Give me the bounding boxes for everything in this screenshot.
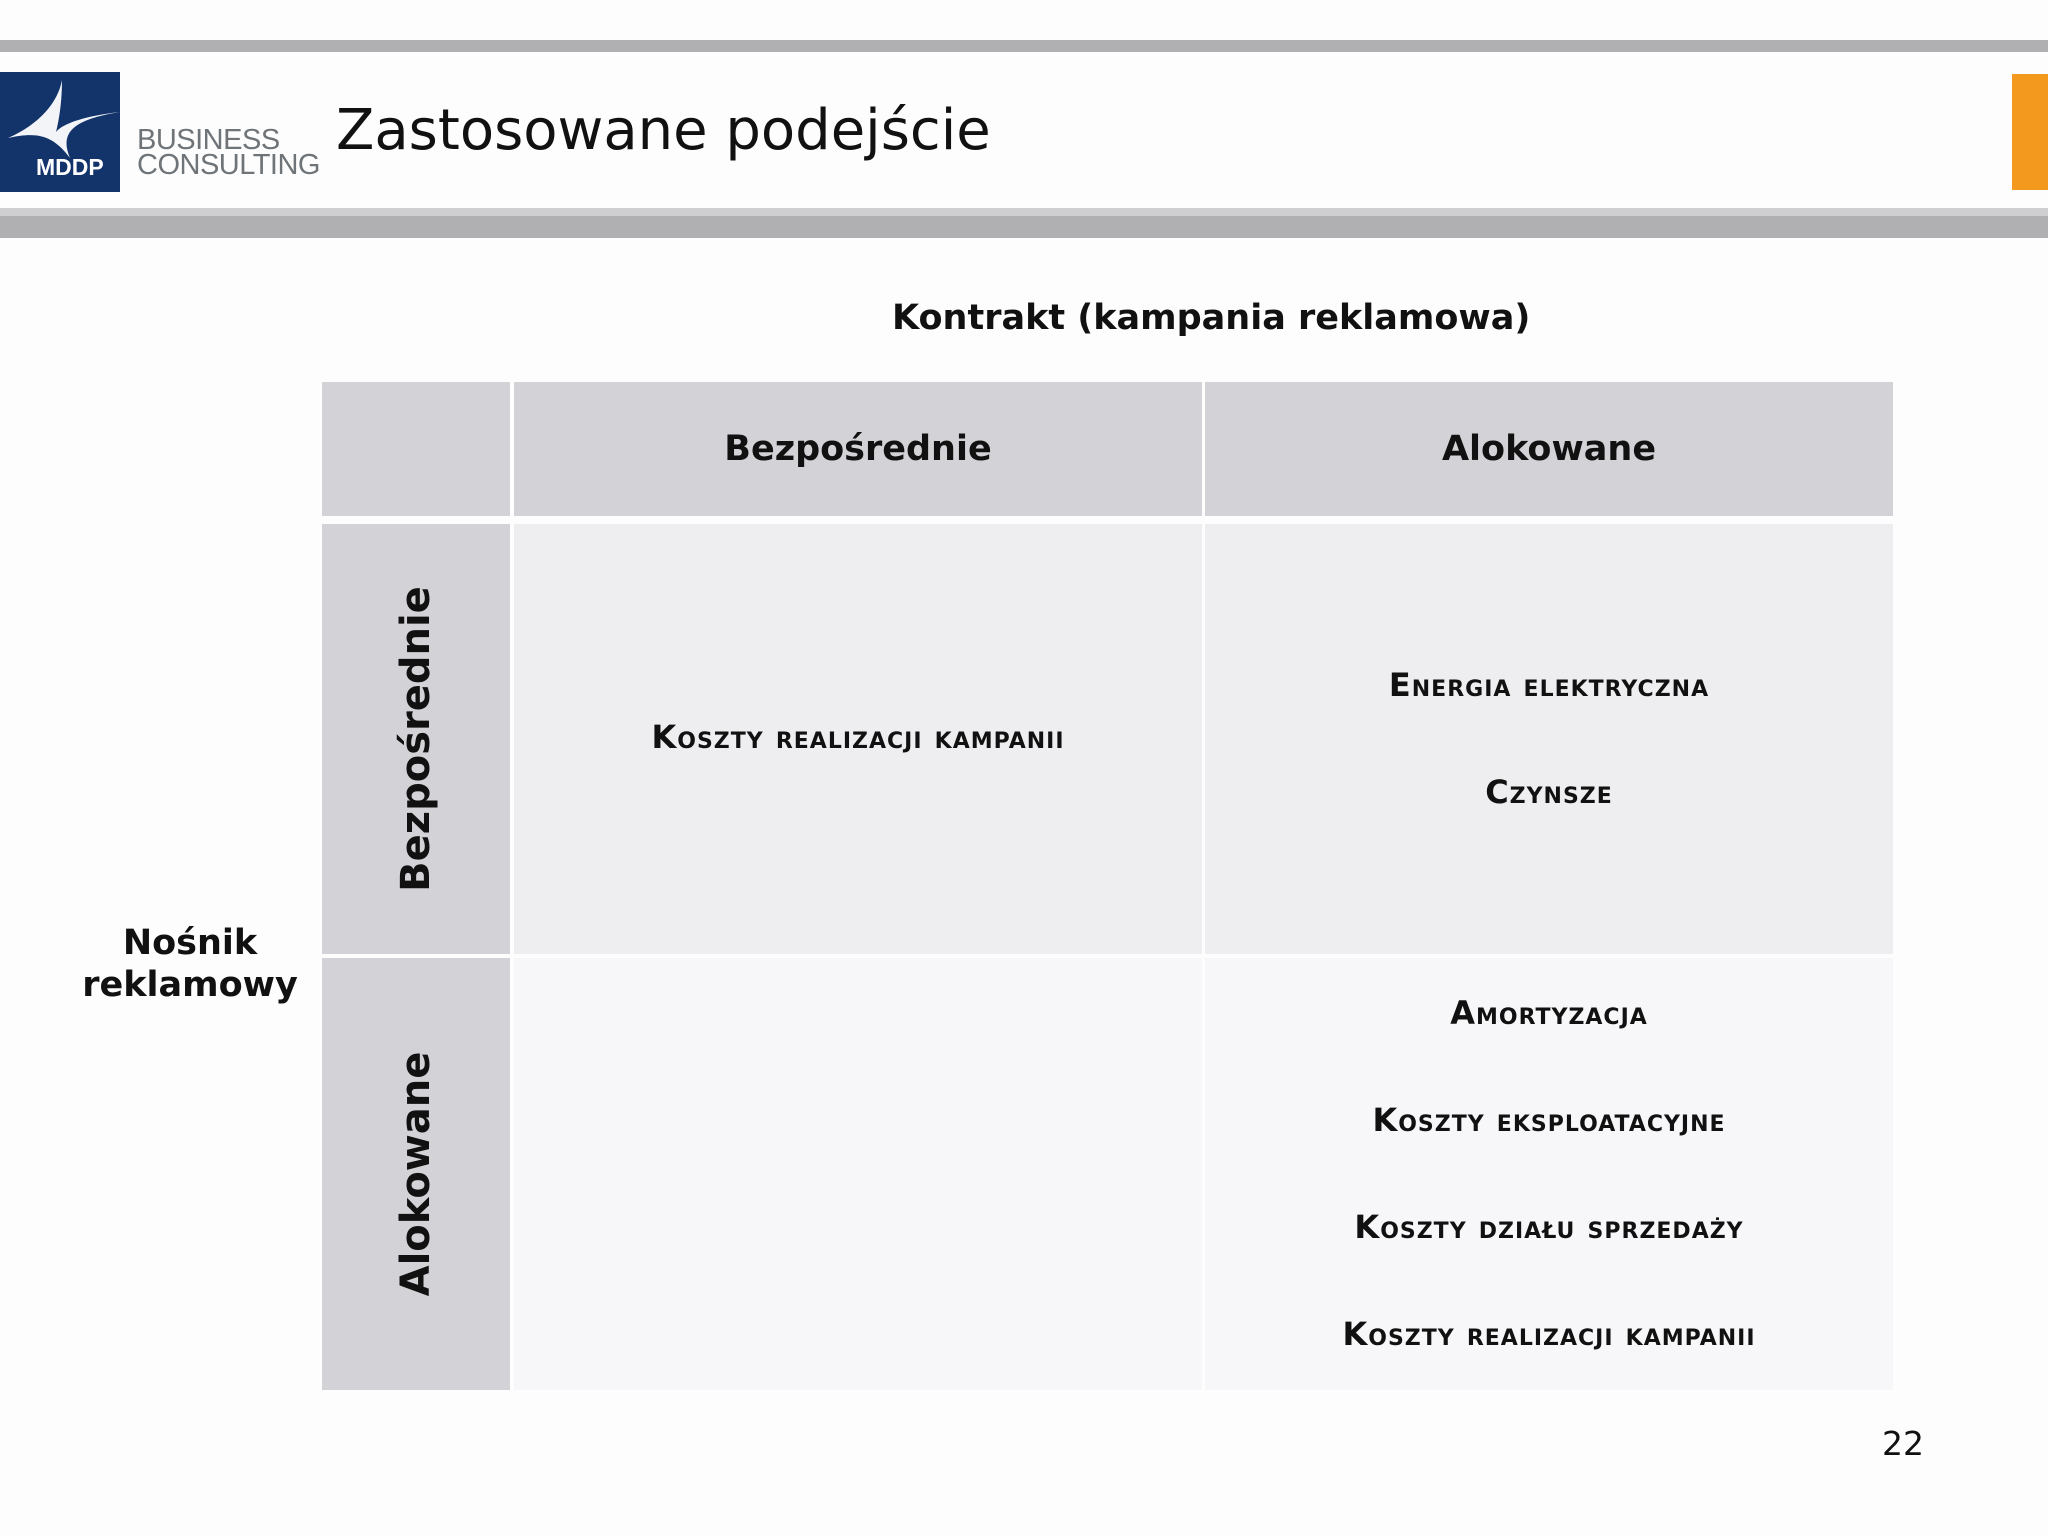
top-divider-bar — [0, 40, 2048, 52]
page-title: Zastosowane podejście — [336, 98, 991, 163]
logo-business: BUSINESS — [137, 124, 280, 156]
row-header-direct — [322, 524, 510, 954]
cell-item: Energia elektryczna — [1388, 666, 1710, 704]
column-header-allocated: Alokowane — [1205, 382, 1893, 516]
cell-allocated-direct — [514, 958, 1202, 1390]
matrix-corner-cell — [322, 382, 510, 516]
cell-item: Amortyzacja — [1450, 994, 1648, 1032]
cell-item: Koszty eksploatacyjne — [1372, 1101, 1726, 1139]
column-axis-label: Kontrakt (kampania reklamowa) — [892, 298, 1531, 338]
orange-accent-tab — [2012, 74, 2048, 190]
cell-allocated-allocated — [1205, 958, 1893, 1390]
row-axis-label-line: Nośnik — [122, 923, 258, 963]
cell-direct-direct — [514, 524, 1202, 954]
row-axis-label-line: reklamowy — [82, 965, 298, 1005]
cell-item: Czynsze — [1485, 773, 1613, 811]
header-divider-bar — [0, 216, 2048, 238]
logo-mddp: MDDP — [36, 154, 104, 180]
logo-consulting: CONSULTING — [137, 149, 320, 181]
row-axis-label — [70, 922, 310, 1006]
cell-item: Koszty realizacji kampanii — [651, 718, 1065, 756]
row-header-allocated — [322, 958, 510, 1390]
page-number: 22 — [1882, 1424, 1924, 1463]
cell-item: Koszty działu sprzedaży — [1354, 1208, 1744, 1246]
row-header-direct-label: Bezpośrednie — [393, 586, 439, 892]
row-header-allocated-label: Alokowane — [393, 1051, 439, 1297]
header-divider-light — [0, 208, 2048, 216]
cell-item: Koszty realizacji kampanii — [1342, 1315, 1756, 1353]
logo-text — [137, 124, 320, 181]
logo-mark — [0, 72, 120, 192]
cell-direct-allocated — [1205, 524, 1893, 954]
column-header-direct: Bezpośrednie — [514, 382, 1202, 516]
